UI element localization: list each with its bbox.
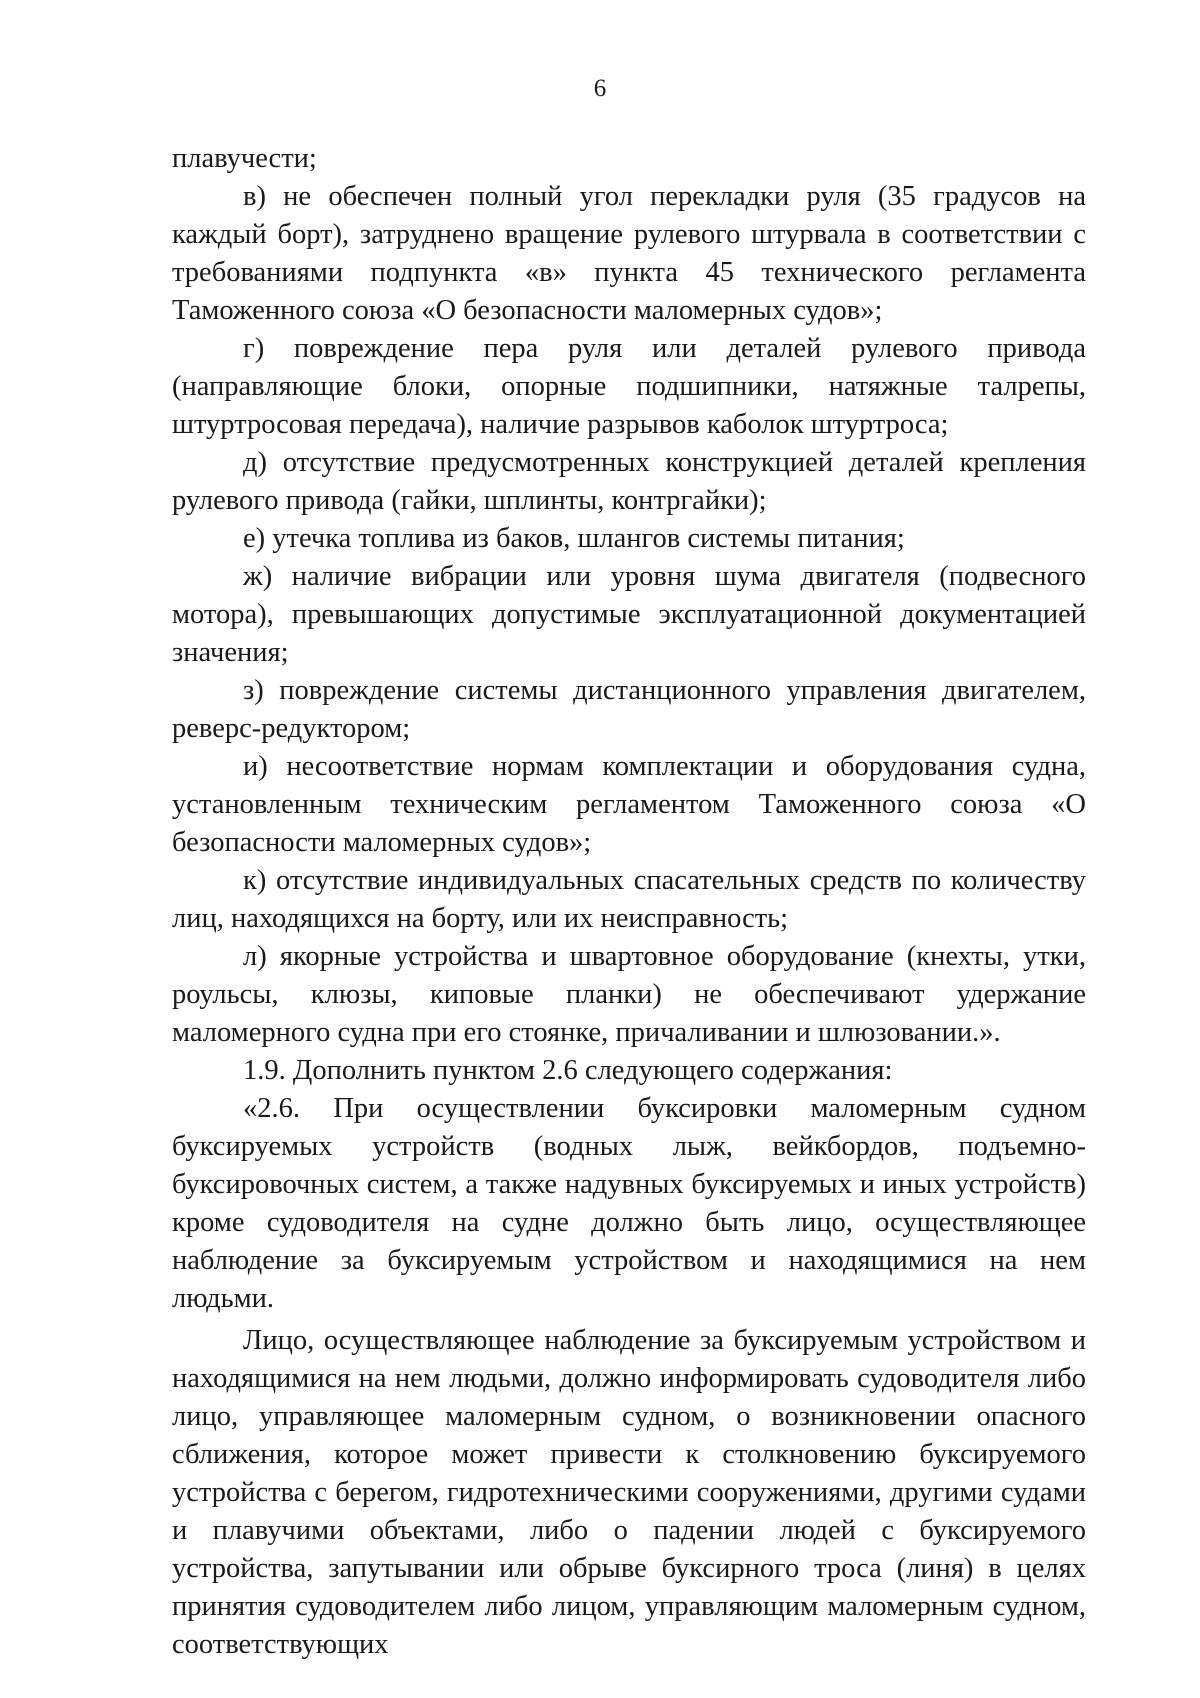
paragraph-item-v: в) не обеспечен полный угол перекладки руля (35 градусов на каждый борт), затруднено вращение рулевого штурвала в соответствии с требованиями подпункта «в» пункта 45 технического регламента Таможенного союза «О безопасности маломерных судов»;: [172, 181, 1086, 326]
paragraph-item-i: и) несоответствие нормам комплектации и оборудования судна, установленным техническим регламентом Таможенного союза «О безопасности маломерных судов»;: [172, 751, 1086, 858]
paragraph-continuation: плавучести;: [172, 143, 317, 174]
paragraph-item-z: з) повреждение системы дистанционного управления двигателем, реверс-редуктором;: [172, 675, 1086, 744]
paragraph-observer-duties: Лицо, осуществляющее наблюдение за буксируемым устройством и находящимися на нем людьми, должно информировать судоводителя либо лицо, управляющее маломерным судном, о возникновении опасного сближения, которое может привести к столкновению буксируемого устройства с берегом, гидротехническими сооружениями, другими судами и плавучими объектами, либо о падении людей с буксируемого устройства, запутывании или обрыве буксирного троса (линя) в целях принятия судоводителем либо лицом, управляющим маломерным судном, соответствующих: [172, 1325, 1086, 1660]
document-body: [172, 140, 1086, 1664]
paragraph-item-d: д) отсутствие предусмотренных конструкцией деталей крепления рулевого привода (гайки, шплинты, контргайки);: [172, 447, 1086, 516]
paragraph-item-k: к) отсутствие индивидуальных спасательных средств по количеству лиц, находящихся на борту, или их неисправность;: [172, 865, 1086, 934]
paragraph-item-zh: ж) наличие вибрации или уровня шума двигателя (подвесного мотора), превышающих допустимые эксплуатационной документацией значения;: [172, 561, 1086, 668]
paragraph-section-1-9: 1.9. Дополнить пунктом 2.6 следующего содержания:: [243, 1055, 893, 1086]
paragraph-section-2-6: «2.6. При осуществлении буксировки маломерным судном буксируемых устройств (водных лыж, вейкбордов, подъемно-буксировочных систем, а также надувных буксируемых и иных устройств) кроме судоводителя на судне должно быть лицо, осуществляющее наблюдение за буксируемым устройством и находящимися на нем людьми.: [172, 1093, 1086, 1314]
page-number: 6: [593, 75, 607, 102]
paragraph-item-l: л) якорные устройства и швартовное оборудование (кнехты, утки, роульсы, клюзы, киповые планки) не обеспечивают удержание маломерного судна при его стоянке, причаливании и шлюзовании.».: [172, 941, 1086, 1048]
paragraph-item-e: е) утечка топлива из баков, шлангов системы питания;: [243, 523, 905, 554]
paragraph-item-g: г) повреждение пера руля или деталей рулевого привода (направляющие блоки, опорные подшипники, натяжные талрепы, штуртросовая передача), наличие разрывов каболок штуртроса;: [172, 333, 1086, 440]
